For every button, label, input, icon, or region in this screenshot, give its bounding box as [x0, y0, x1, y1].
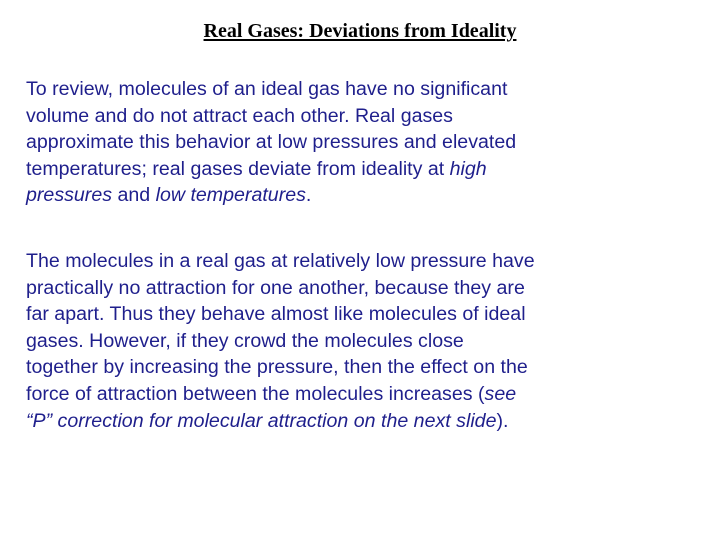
- emphasis-p-correction: “P” correction for molecular attraction on the next slide: [26, 409, 497, 432]
- text-segment: ).: [496, 409, 509, 432]
- text-line: The molecules in a real gas at relatively low pressure have: [26, 250, 535, 272]
- emphasis-low-temperatures: low temperatures: [155, 184, 306, 207]
- slide-title-text: Real Gases: Deviations from Ideality: [203, 20, 517, 42]
- text-line: practically no attraction for one another, because they are: [26, 276, 525, 299]
- text-line: gases. However, if they crowd the molecules close: [26, 329, 464, 352]
- text-line: volume and do not attract each other. Real gases: [26, 104, 453, 127]
- text-segment: temperatures; real gases deviate from ideality at: [26, 157, 450, 180]
- emphasis-high: high: [449, 157, 487, 180]
- text-line: together by increasing the pressure, then the effect on the: [26, 356, 528, 379]
- emphasis-see: see: [484, 382, 517, 405]
- text-line: [26, 381, 706, 408]
- text-line: [26, 408, 706, 435]
- text-line: To review, molecules of an ideal gas have no significant: [26, 78, 508, 100]
- emphasis-pressures: pressures: [26, 184, 113, 207]
- slide-title: [0, 20, 720, 43]
- text-line: far apart. Thus they behave almost like molecules of ideal: [26, 303, 526, 326]
- text-line: [26, 156, 706, 183]
- text-line: approximate this behavior at low pressures and elevated: [26, 131, 517, 154]
- text-segment: and: [112, 184, 156, 207]
- text-line: [26, 182, 706, 209]
- text-segment: force of attraction between the molecules increases (: [26, 382, 485, 405]
- paragraph-real-gas-molecules: [26, 248, 706, 434]
- paragraph-ideal-gas-review: [26, 76, 706, 209]
- text-segment: .: [305, 184, 312, 207]
